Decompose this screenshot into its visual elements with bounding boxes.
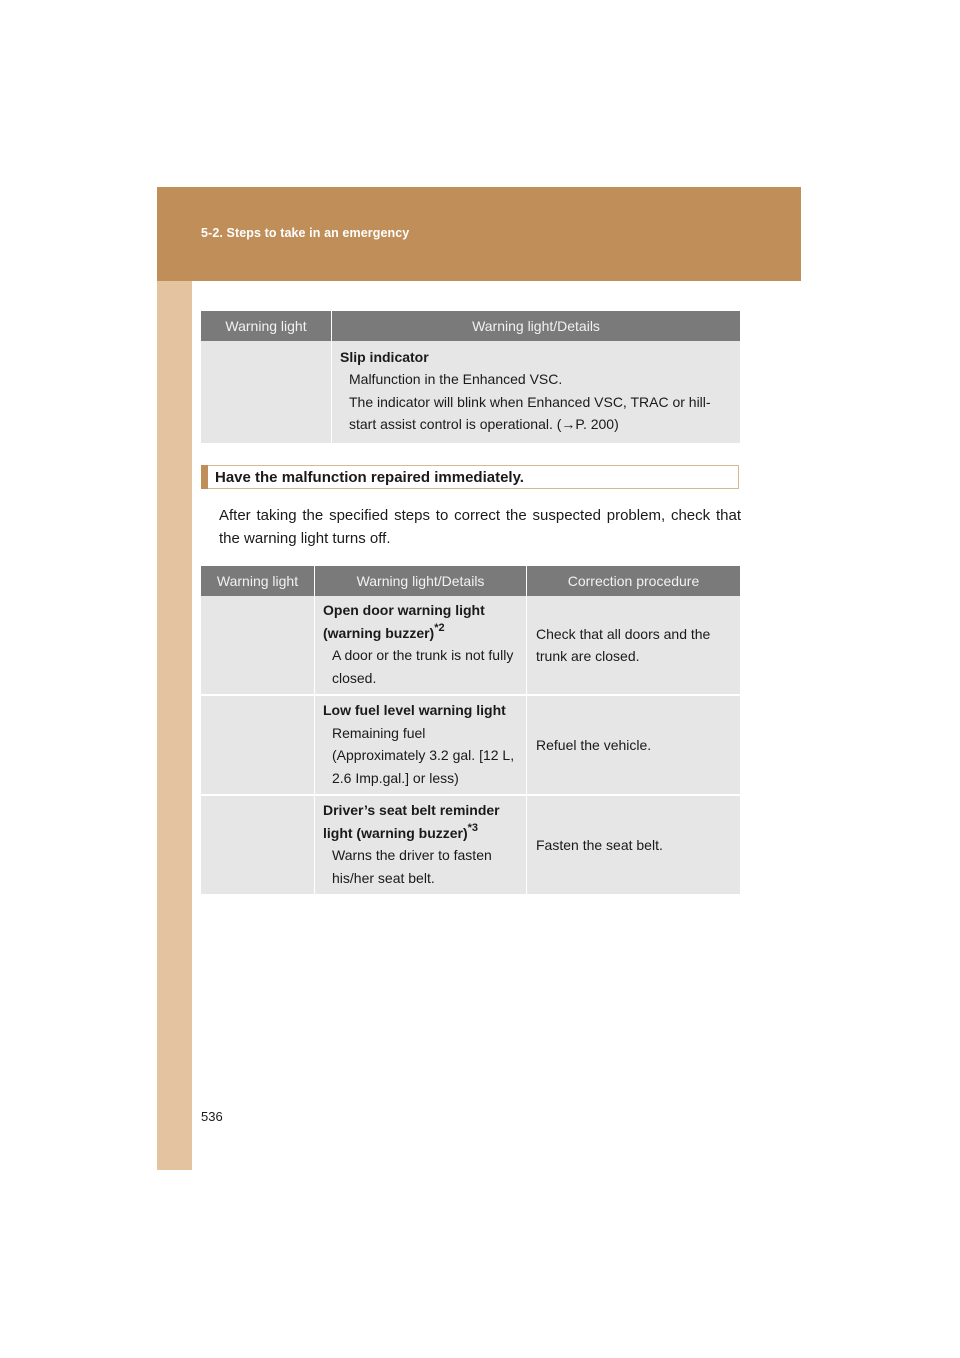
section-title: 5-2. Steps to take in an emergency	[201, 226, 410, 240]
column-header-warning-light: Warning light	[201, 566, 315, 596]
item-title-text: Driver’s seat belt reminder light (warning buzzer)	[323, 802, 500, 841]
column-header-correction: Correction procedure	[527, 566, 741, 596]
item-detail: Warns the driver to fasten his/her seat belt.	[332, 847, 492, 886]
side-strip	[157, 187, 192, 1170]
callout-bar	[201, 465, 208, 489]
footnote-ref: *3	[467, 821, 479, 834]
callout-text: Have the malfunction repaired immediately.	[215, 469, 524, 486]
table-row	[201, 341, 740, 444]
callout-box	[201, 465, 739, 489]
table-row	[201, 795, 740, 895]
table-header-row	[201, 566, 740, 596]
slip-indicator-table	[201, 311, 740, 445]
item-detail: Remaining fuel (Approximately 3.2 gal. [12 L, 2.6 Imp.gal.] or less)	[332, 724, 515, 786]
warning-light-table	[201, 566, 740, 896]
footnote-ref: *2	[434, 621, 445, 634]
column-header-warning-light: Warning light	[201, 311, 332, 341]
correction-cell: Refuel the vehicle.	[527, 695, 741, 795]
warning-light-icon-cell	[201, 596, 315, 695]
column-header-details: Warning light/Details	[315, 566, 527, 596]
warning-light-icon-cell	[201, 341, 332, 444]
item-title	[323, 599, 518, 644]
details-cell	[315, 596, 527, 695]
item-title: Slip indicator	[340, 348, 429, 365]
item-detail: Malfunction in the Enhanced VSC.	[349, 371, 563, 387]
item-detail: A door or the trunk is not fully closed.	[332, 647, 514, 686]
warning-light-icon-cell	[201, 795, 315, 895]
item-detail: The indicator will blink when Enhanced VSC, TRAC or hill-start assist control is operational. (→P. 200)	[349, 393, 711, 432]
details-cell	[315, 695, 527, 795]
item-title	[323, 799, 518, 844]
warning-light-icon-cell	[201, 695, 315, 795]
item-title: Low fuel level warning light	[323, 702, 506, 718]
details-cell	[315, 795, 527, 895]
correction-cell: Check that all doors and the trunk are closed.	[527, 596, 741, 695]
item-title-text: Open door warning light (warning buzzer)	[323, 602, 485, 641]
table-header-row	[201, 311, 740, 341]
column-header-details: Warning light/Details	[332, 311, 741, 341]
correction-cell: Fasten the seat belt.	[527, 795, 741, 895]
table-row	[201, 596, 740, 695]
details-cell	[332, 341, 741, 444]
table-row	[201, 695, 740, 795]
body-paragraph: After taking the specified steps to correct the suspected problem, check that the warning light turns off.	[219, 507, 741, 547]
page-number: 536	[201, 1109, 223, 1124]
